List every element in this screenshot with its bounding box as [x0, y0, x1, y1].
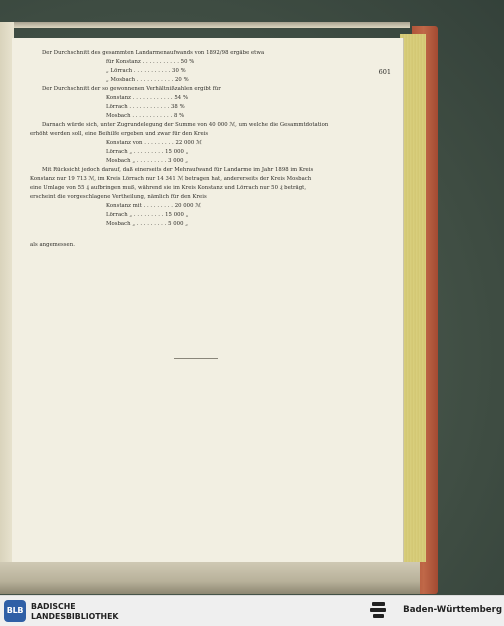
text-line: „ Mosbach . . . . . . . . . . . 20 % — [106, 77, 189, 83]
text-line: eine Umlage von 55 ₰ aufbringen muß, während sie im Kreis Konstanz und Lörrach nur 50 ₰ beträgt, — [30, 185, 307, 191]
text-line: Darnach würde sich, unter Zugrundelegung der Summe von 40 000 ℳ, um welche die Gesammtdotation — [42, 122, 329, 128]
book-top-edge — [0, 22, 410, 28]
state-name[interactable]: Baden-Württemberg — [403, 605, 502, 615]
text-line: Mosbach „ . . . . . . . . . 3 000 „ — [106, 158, 189, 164]
text-line: Konstanz . . . . . . . . . . . . 54 % — [106, 95, 189, 101]
text-line: erhöht werden soll, eine Beihilfe ergeben und zwar für den Kreis — [30, 131, 209, 137]
text-line: Der Durchschnitt der so gewonnenen Verhältnißzahlen ergibt für — [42, 86, 221, 92]
text-line: Mit Rücksicht jedoch darauf, daß einerseits der Mehraufwand für Landarme im Jahr 1898 im Kreis — [42, 167, 314, 173]
text-line: erscheint die vorgeschlagene Vertheilung, nämlich für den Kreis — [30, 194, 207, 200]
coat-of-arms-icon — [370, 602, 388, 621]
text-line: für Konstanz . . . . . . . . . . . 50 % — [106, 59, 195, 65]
text-line: als angemessen. — [30, 242, 75, 248]
section-rule — [174, 358, 218, 359]
text-line: Lörrach „ . . . . . . . . . 15 000 „ — [106, 149, 189, 155]
library-name[interactable] — [31, 602, 118, 622]
blb-logo[interactable]: BLB — [4, 600, 26, 622]
text-line: Lörrach „ . . . . . . . . . 15 000 „ — [106, 212, 189, 218]
book-page — [12, 38, 404, 562]
text-line: Mosbach . . . . . . . . . . . . 8 % — [106, 113, 185, 119]
text-line: „ Lörrach . . . . . . . . . . . 30 % — [106, 68, 186, 74]
text-line: Mosbach „ . . . . . . . . . 5 000 „ — [106, 221, 189, 227]
viewer-footer — [0, 595, 504, 626]
book-lower-edge — [0, 562, 420, 594]
library-name-line1: BADISCHE — [31, 602, 76, 611]
text-line: Konstanz nur 19 713 ℳ, im Kreis Lörrach nur 14 341 ℳ betragen hat, andererseits der Kreis Mosbach — [30, 176, 312, 182]
text-line: Konstanz von . . . . . . . . . 22 000 ℳ — [106, 140, 202, 146]
text-line: Lörrach . . . . . . . . . . . . 38 % — [106, 104, 185, 110]
text-line: Der Durchschnitt des gesammten Landarmenaufwands von 1892/98 ergäbe etwa — [42, 50, 265, 56]
library-name-line2: LANDESBIBLIOTHEK — [31, 612, 119, 621]
page-number: 601 — [378, 68, 391, 76]
text-line: Konstanz mit . . . . . . . . . 20 000 ℳ — [106, 203, 201, 209]
